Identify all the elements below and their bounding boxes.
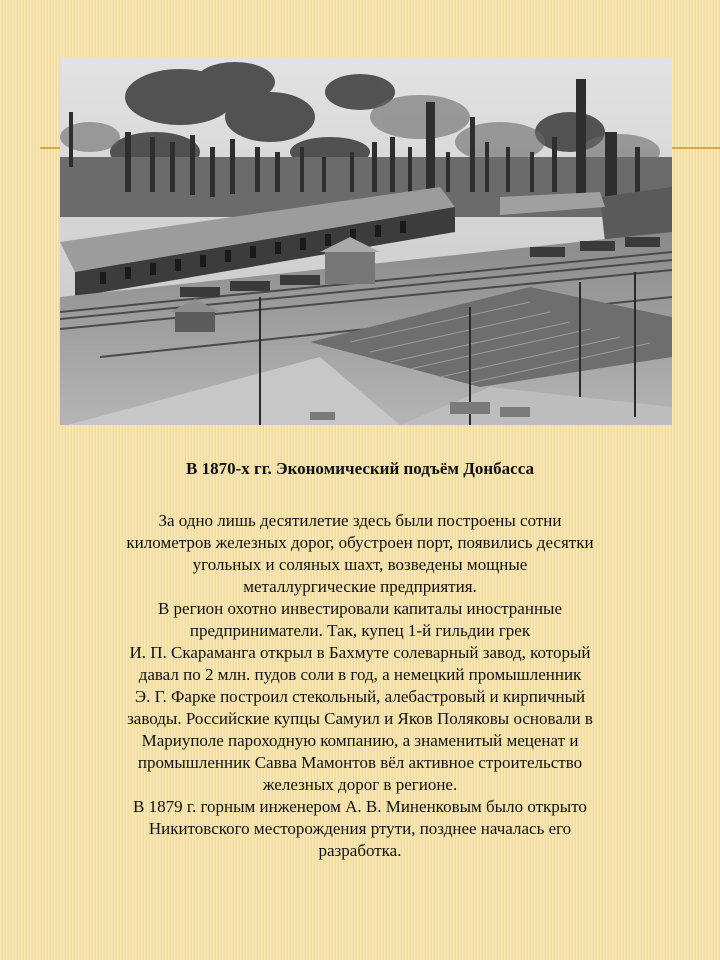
decorative-rule-right — [671, 147, 720, 149]
body-line: железных дорог в регионе. — [262, 775, 458, 794]
body-line: давал по 2 млн. пудов соли в год, а немецкий промышленник — [138, 665, 582, 684]
body-line: Мариуполе пароходную компанию, а знаменитый меценат и — [141, 731, 579, 750]
body-line: километров железных дорог, обустроен порт, появились десятки — [126, 533, 594, 552]
body-line: И. П. Скараманга открыл в Бахмуте солеварный завод, который — [129, 643, 591, 662]
body-line: заводы. Российские купцы Самуил и Яков Поляковы основали в — [127, 709, 593, 728]
body-line: За одно лишь десятилетие здесь были построены сотни — [158, 511, 562, 530]
body-line: В 1879 г. горным инженером А. В. Миненковым было открыто — [133, 797, 587, 816]
body-line: металлургические предприятия. — [243, 577, 477, 596]
body-line: Э. Г. Фарке построил стекольный, алебастровый и кирпичный — [134, 687, 586, 706]
slide-title: В 1870-х гг. Экономический подъём Донбасса — [186, 459, 534, 478]
body-line: угольных и соляных шахт, возведены мощные — [192, 555, 528, 574]
body-line: Никитовского месторождения ртути, позднее началась его — [148, 819, 572, 838]
decorative-rule-left — [40, 147, 62, 149]
body-line: предприниматели. Так, купец 1-й гильдии грек — [189, 621, 531, 640]
body-line: разработка. — [318, 841, 402, 860]
slide-body — [62, 510, 658, 862]
body-line: В регион охотно инвестировали капиталы иностранные — [157, 599, 563, 618]
body-line: промышленник Савва Мамонтов вёл активное строительство — [137, 753, 583, 772]
historical-factory-photo — [60, 57, 672, 425]
